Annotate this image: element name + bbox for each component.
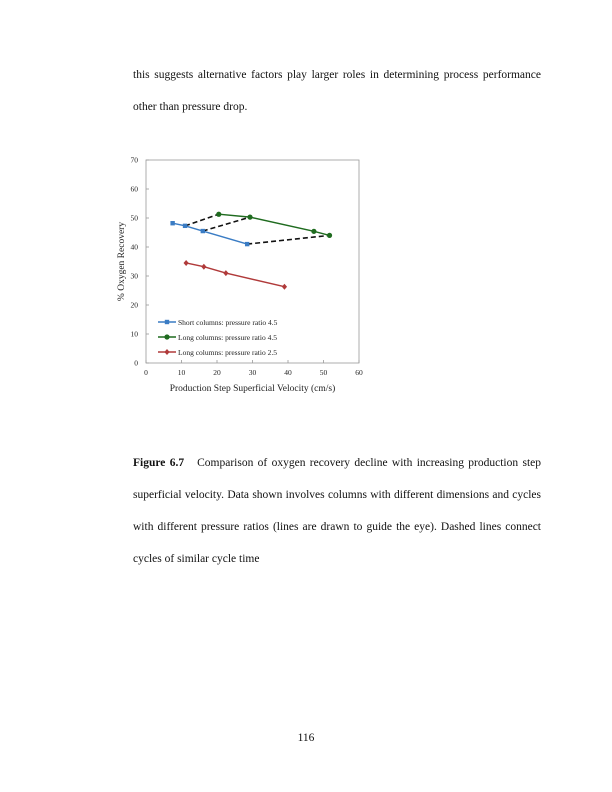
y-tick-label: 60 xyxy=(130,184,138,194)
dashed-connector xyxy=(203,217,250,231)
series-line xyxy=(186,263,284,287)
figure-label: Figure 6.7 xyxy=(133,457,185,469)
legend-marker xyxy=(164,349,169,355)
y-tick-label: 20 xyxy=(130,300,138,310)
data-point xyxy=(223,270,228,276)
caption-text: Comparison of oxygen recovery decline with increasing production step xyxy=(197,457,541,469)
data-point xyxy=(201,264,206,270)
figure-caption-line: with different pressure ratios (lines are drawn to guide the eye). Dashed lines connect xyxy=(133,521,541,533)
figure-caption-line: cycles of similar cycle time xyxy=(133,553,260,565)
dashed-connector xyxy=(185,214,219,226)
x-tick-label: 40 xyxy=(284,368,292,377)
data-point xyxy=(311,229,316,234)
x-tick-label: 60 xyxy=(355,368,363,377)
data-point xyxy=(282,284,287,290)
y-tick-label: 10 xyxy=(130,329,138,339)
data-point xyxy=(183,224,187,228)
x-tick-label: 10 xyxy=(177,368,186,377)
body-text-line: other than pressure drop. xyxy=(133,101,248,113)
data-point xyxy=(216,212,221,217)
legend-label: Long columns: pressure ratio 4.5 xyxy=(178,332,277,342)
figure-caption-line: superficial velocity. Data shown involves columns with different dimensions and cycles xyxy=(133,489,541,501)
figure-caption-line xyxy=(133,456,541,470)
y-tick-label: 40 xyxy=(130,242,138,252)
legend-label: Short columns: pressure ratio 4.5 xyxy=(178,317,278,327)
x-tick-label: 0 xyxy=(144,368,148,377)
data-point xyxy=(201,229,205,233)
data-point xyxy=(327,233,332,238)
y-tick-label: 50 xyxy=(130,213,138,223)
page-number: 116 xyxy=(297,732,315,744)
y-axis-label: % Oxygen Recovery xyxy=(117,221,127,302)
data-point xyxy=(184,260,189,266)
y-tick-label: 70 xyxy=(130,155,138,165)
dashed-connector xyxy=(247,235,329,244)
legend-label: Long columns: pressure ratio 2.5 xyxy=(178,347,277,357)
body-text-line: this suggests alternative factors play larger roles in determining process performance xyxy=(133,69,541,81)
y-tick-label: 0 xyxy=(134,358,138,368)
x-tick-label: 50 xyxy=(319,368,328,377)
legend-marker xyxy=(164,334,169,339)
y-tick-label: 30 xyxy=(130,271,138,281)
oxygen-recovery-chart xyxy=(100,150,400,410)
x-tick-label: 30 xyxy=(248,368,257,377)
data-point xyxy=(247,215,252,220)
data-point xyxy=(170,221,174,225)
x-tick-label: 20 xyxy=(213,368,221,377)
data-point xyxy=(245,242,249,246)
legend-marker xyxy=(165,320,169,324)
x-axis-label: Production Step Superficial Velocity (cm/s) xyxy=(169,384,336,394)
